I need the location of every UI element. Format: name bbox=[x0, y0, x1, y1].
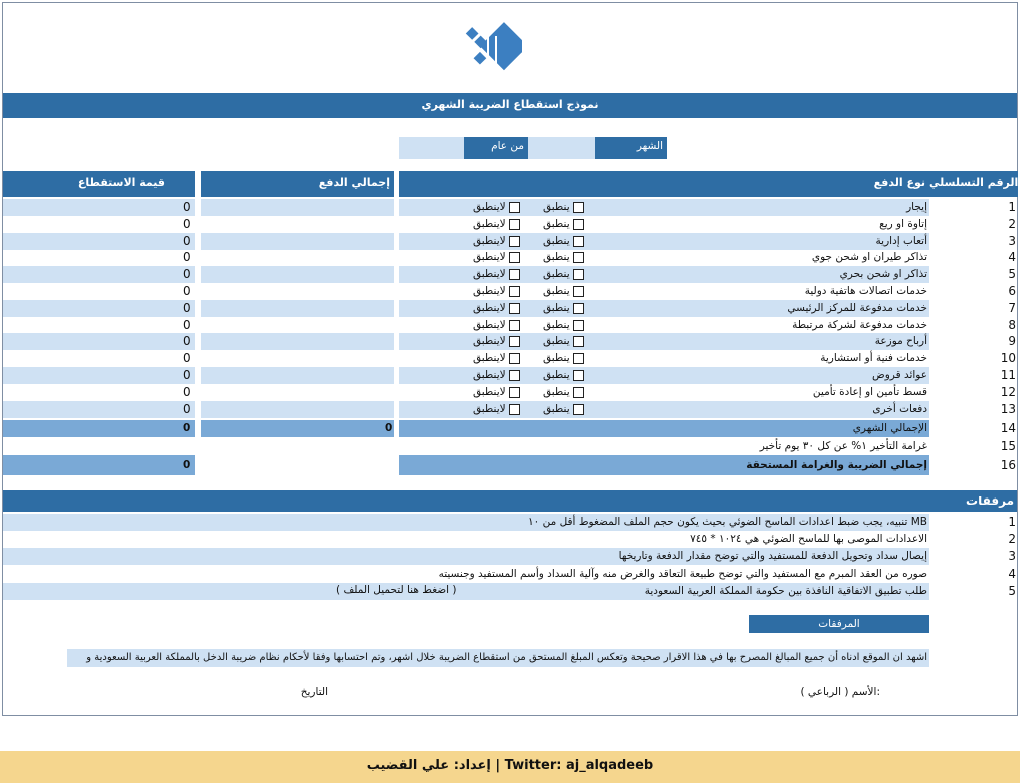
row-number-cell bbox=[929, 333, 1018, 350]
row-number: 5 bbox=[1008, 267, 1016, 281]
month-label: الشهر bbox=[636, 140, 663, 152]
attachment-number-cell bbox=[929, 531, 1018, 548]
payment-amount-input[interactable] bbox=[201, 283, 394, 300]
table-row bbox=[399, 266, 929, 283]
applies-option bbox=[543, 333, 584, 350]
grand-total-label: إجمالي الضريبة والغرامة المستحقة bbox=[746, 459, 927, 471]
page-title: نموذج استقطاع الضريبة الشهري bbox=[421, 98, 599, 111]
deduction-value: 0 bbox=[183, 250, 191, 264]
grand-total-deduction-cell bbox=[3, 455, 195, 475]
payment-amount-input[interactable] bbox=[201, 333, 394, 350]
table-row bbox=[399, 350, 929, 367]
month-label-cell bbox=[595, 137, 667, 159]
attachment-number: 1 bbox=[1008, 515, 1016, 529]
not-applies-checkbox[interactable] bbox=[509, 252, 520, 263]
deduction-cell bbox=[3, 300, 195, 317]
deduction-value: 0 bbox=[183, 368, 191, 382]
payment-type-label: تذاكر او شحن بحري bbox=[839, 268, 927, 280]
monthly-total-label: الإجمالي الشهري bbox=[852, 422, 927, 434]
applies-label: ينطبق bbox=[543, 251, 570, 263]
monthly-total-number bbox=[929, 420, 1018, 437]
attachment-number-cell bbox=[929, 514, 1018, 531]
table-row bbox=[399, 401, 929, 418]
not-applies-option bbox=[473, 350, 520, 367]
not-applies-checkbox[interactable] bbox=[509, 320, 520, 331]
serial-header bbox=[929, 171, 1018, 197]
not-applies-checkbox[interactable] bbox=[509, 202, 520, 213]
applies-checkbox[interactable] bbox=[573, 404, 584, 415]
table-row bbox=[399, 333, 929, 350]
not-applies-option bbox=[473, 333, 520, 350]
payment-amount-input[interactable] bbox=[201, 384, 394, 401]
list-item bbox=[3, 548, 929, 565]
applies-option bbox=[543, 216, 584, 233]
list-item bbox=[3, 531, 929, 548]
not-applies-option bbox=[473, 384, 520, 401]
upload-file-link[interactable]: ( اضغط هنا لتحميل الملف ) bbox=[336, 584, 457, 596]
payment-type-label: خدمات مدفوعة لشركة مرتبطة bbox=[792, 319, 927, 331]
not-applies-option bbox=[473, 317, 520, 334]
not-applies-checkbox[interactable] bbox=[509, 404, 520, 415]
applies-option bbox=[543, 367, 584, 384]
row-number: 7 bbox=[1008, 301, 1016, 315]
payment-amount-input[interactable] bbox=[201, 300, 394, 317]
not-applies-label: لاينطبق bbox=[473, 268, 506, 280]
table-row bbox=[399, 283, 929, 300]
date-label: التاريخ bbox=[300, 686, 328, 698]
deduction-value: 0 bbox=[183, 385, 191, 399]
applies-label: ينطبق bbox=[543, 268, 570, 280]
row-number: 3 bbox=[1008, 234, 1016, 248]
list-item bbox=[3, 566, 929, 583]
deduction-value: 0 bbox=[183, 402, 191, 416]
declaration-text: اشهد ان الموقع ادناه أن جميع المبالغ المصرح بها في هذا الاقرار صحيحة وتعكس المبلغ المستحق من استقطاع الضريبة خلال اشهر، وتم احتسابها وفقا لأحكام نظام ضريبة الدخل بالمملكة العربية السعودية و bbox=[86, 652, 927, 663]
applies-label: ينطبق bbox=[543, 352, 570, 364]
table-row bbox=[399, 233, 929, 250]
applies-checkbox[interactable] bbox=[573, 219, 584, 230]
applies-checkbox[interactable] bbox=[573, 387, 584, 398]
deduction-cell bbox=[3, 216, 195, 233]
applies-option bbox=[543, 283, 584, 300]
not-applies-checkbox[interactable] bbox=[509, 236, 520, 247]
row-number-cell bbox=[929, 199, 1018, 216]
deduction-cell bbox=[3, 350, 195, 367]
not-applies-label: لاينطبق bbox=[473, 319, 506, 331]
row-number: 12 bbox=[1000, 385, 1016, 399]
table-row bbox=[399, 317, 929, 334]
deduction-value: 0 bbox=[183, 301, 191, 315]
stacked-squares-logo-icon bbox=[452, 14, 522, 84]
not-applies-checkbox[interactable] bbox=[509, 387, 520, 398]
attachment-number-cell bbox=[929, 548, 1018, 565]
applies-option bbox=[543, 266, 584, 283]
year-label-cell bbox=[464, 137, 528, 159]
table-row bbox=[399, 249, 929, 266]
not-applies-label: لاينطبق bbox=[473, 285, 506, 297]
attachment-number: 3 bbox=[1008, 549, 1016, 563]
applies-label: ينطبق bbox=[543, 218, 570, 230]
table-row bbox=[399, 216, 929, 233]
applies-option bbox=[543, 384, 584, 401]
row-number-cell bbox=[929, 266, 1018, 283]
applies-option bbox=[543, 350, 584, 367]
deduction-cell bbox=[3, 367, 195, 384]
payment-amount-input[interactable] bbox=[201, 350, 394, 367]
row-number: 4 bbox=[1008, 250, 1016, 264]
attachments-header bbox=[3, 490, 1017, 512]
applies-checkbox[interactable] bbox=[573, 236, 584, 247]
not-applies-option bbox=[473, 283, 520, 300]
attachment-number: 4 bbox=[1008, 567, 1016, 581]
payment-type-label: خدمات اتصالات هاتفية دولية bbox=[804, 285, 927, 297]
not-applies-label: لاينطبق bbox=[473, 403, 506, 415]
row-number: 9 bbox=[1008, 334, 1016, 348]
not-applies-label: لاينطبق bbox=[473, 302, 506, 314]
applies-checkbox[interactable] bbox=[573, 202, 584, 213]
late-fee-label: غرامة التأخير ١% عن كل ٣٠ يوم تأخير bbox=[759, 440, 927, 452]
applies-checkbox[interactable] bbox=[573, 336, 584, 347]
applies-checkbox[interactable] bbox=[573, 269, 584, 280]
payment-amount-input[interactable] bbox=[201, 401, 394, 418]
payment-amount-input[interactable] bbox=[201, 249, 394, 266]
payment-amount-input[interactable] bbox=[201, 233, 394, 250]
deduction-value: 0 bbox=[183, 234, 191, 248]
row-number-cell bbox=[929, 216, 1018, 233]
attachment-text: الاعدادات الموصى بها للماسح الضوئي هي ١٠٢٤ * ٧٤٥ bbox=[690, 533, 927, 545]
row-number-cell bbox=[929, 384, 1018, 401]
not-applies-label: لاينطبق bbox=[473, 352, 506, 364]
row-number-cell bbox=[929, 300, 1018, 317]
footer-credit: إعداد: علي القضيب | Twitter: aj_alqadeeb bbox=[366, 758, 654, 773]
type-header-text: نوع الدفع bbox=[873, 176, 925, 189]
applies-label: ينطبق bbox=[543, 302, 570, 314]
monthly-total-deduction: 0 bbox=[183, 422, 191, 434]
not-applies-checkbox[interactable] bbox=[509, 303, 520, 314]
deduction-header-text: قيمة الاستقطاع bbox=[77, 176, 165, 189]
row-number: 6 bbox=[1008, 284, 1016, 298]
footer bbox=[0, 751, 1020, 783]
row-number: 2 bbox=[1008, 217, 1016, 231]
applies-checkbox[interactable] bbox=[573, 286, 584, 297]
row-number-cell bbox=[929, 283, 1018, 300]
table-row bbox=[399, 384, 929, 401]
applies-option bbox=[543, 300, 584, 317]
total-payment-header bbox=[201, 171, 394, 197]
payment-type-label: أتعاب إدارية bbox=[875, 235, 927, 247]
applies-option bbox=[543, 199, 584, 216]
title-bar bbox=[3, 93, 1017, 118]
applies-option bbox=[543, 249, 584, 266]
not-applies-option bbox=[473, 367, 520, 384]
row-number-cell bbox=[929, 233, 1018, 250]
attachment-text: إيصال سداد وتحويل الدفعة للمستفيد والتي توضح مقدار الدفعة وتاريخها bbox=[618, 550, 927, 562]
applies-checkbox[interactable] bbox=[573, 370, 584, 381]
type-header bbox=[399, 171, 929, 197]
deduction-cell bbox=[3, 317, 195, 334]
row-number: 1 bbox=[1008, 200, 1016, 214]
payment-type-label: خدمات فنية أو استشارية bbox=[820, 352, 927, 364]
payment-type-label: أرباح موزعة bbox=[874, 335, 927, 347]
monthly-total-deduction-cell bbox=[3, 420, 195, 437]
not-applies-option bbox=[473, 300, 520, 317]
monthly-total-payment-cell bbox=[201, 420, 394, 437]
month-input[interactable] bbox=[528, 137, 595, 159]
attachments-button[interactable] bbox=[749, 615, 929, 633]
not-applies-option bbox=[473, 249, 520, 266]
attachment-text: صوره من العقد المبرم مع المستفيد والتي توضح طبيعة التعاقد والغرض منه وآلية السداد وأسم المستفيد وجنسيته bbox=[438, 568, 927, 580]
applies-label: ينطبق bbox=[543, 335, 570, 347]
deduction-value: 0 bbox=[183, 267, 191, 281]
deduction-cell bbox=[3, 333, 195, 350]
deduction-value: 0 bbox=[183, 217, 191, 231]
payment-type-label: تذاكر طيران او شحن جوي bbox=[811, 251, 927, 263]
payment-type-label: قسط تأمين او إعادة تأمين bbox=[812, 386, 927, 398]
payment-amount-input[interactable] bbox=[201, 317, 394, 334]
attachment-number-cell bbox=[929, 583, 1018, 600]
table-row bbox=[399, 367, 929, 384]
row-number: 13 bbox=[1000, 402, 1016, 416]
grand-total-label-cell bbox=[399, 455, 929, 475]
applies-option bbox=[543, 317, 584, 334]
deduction-value: 0 bbox=[183, 351, 191, 365]
not-applies-label: لاينطبق bbox=[473, 218, 506, 230]
deduction-cell bbox=[3, 384, 195, 401]
row-number-cell bbox=[929, 401, 1018, 418]
not-applies-label: لاينطبق bbox=[473, 335, 506, 347]
applies-label: ينطبق bbox=[543, 403, 570, 415]
attachment-number: 5 bbox=[1008, 584, 1016, 598]
attachment-text: طلب تطبيق الاتفاقية النافذة بين حكومة المملكة العربية السعودية bbox=[644, 585, 927, 597]
payment-type-label: إتاوة او ريع bbox=[879, 218, 927, 230]
not-applies-label: لاينطبق bbox=[473, 201, 506, 213]
applies-checkbox[interactable] bbox=[573, 320, 584, 331]
applies-option bbox=[543, 401, 584, 418]
name-label: الأسم ( الرباعي ): bbox=[800, 686, 880, 698]
deduction-value: 0 bbox=[183, 200, 191, 214]
late-fee-label-cell bbox=[399, 437, 929, 455]
attachment-text: تنبيه، يجب ضبط اعدادات الماسح الضوئي بحيث يكون حجم الملف المضغوط أقل من ١٠ MB bbox=[528, 516, 927, 528]
applies-label: ينطبق bbox=[543, 369, 570, 381]
serial-header-text: الرقم التسلسلي bbox=[929, 176, 1019, 189]
payment-type-label: خدمات مدفوعة للمركز الرئيسي bbox=[787, 302, 927, 314]
payment-amount-input[interactable] bbox=[201, 367, 394, 384]
payment-amount-input[interactable] bbox=[201, 216, 394, 233]
not-applies-checkbox[interactable] bbox=[509, 269, 520, 280]
declaration-box bbox=[67, 649, 929, 667]
not-applies-option bbox=[473, 266, 520, 283]
applies-label: ينطبق bbox=[543, 386, 570, 398]
monthly-total-label-cell bbox=[399, 420, 929, 437]
not-applies-label: لاينطبق bbox=[473, 386, 506, 398]
payment-amount-input[interactable] bbox=[201, 266, 394, 283]
table-row bbox=[399, 199, 929, 216]
attachments-button-label: المرفقات bbox=[818, 618, 860, 630]
row-number: 11 bbox=[1000, 368, 1016, 382]
deduction-cell bbox=[3, 401, 195, 418]
year-label: من عام bbox=[491, 140, 524, 152]
grand-total-deduction: 0 bbox=[183, 459, 191, 471]
deduction-cell bbox=[3, 249, 195, 266]
payment-amount-input[interactable] bbox=[201, 199, 394, 216]
applies-checkbox[interactable] bbox=[573, 303, 584, 314]
not-applies-checkbox[interactable] bbox=[509, 286, 520, 297]
not-applies-checkbox[interactable] bbox=[509, 353, 520, 364]
late-fee-number bbox=[929, 437, 1018, 455]
deduction-cell bbox=[3, 266, 195, 283]
row-number: 10 bbox=[1000, 351, 1016, 365]
not-applies-label: لاينطبق bbox=[473, 235, 506, 247]
applies-label: ينطبق bbox=[543, 319, 570, 331]
monthly-total-n: 14 bbox=[1000, 421, 1016, 435]
applies-checkbox[interactable] bbox=[573, 252, 584, 263]
not-applies-option bbox=[473, 199, 520, 216]
not-applies-option bbox=[473, 216, 520, 233]
table-row bbox=[399, 300, 929, 317]
not-applies-label: لاينطبق bbox=[473, 251, 506, 263]
grand-total-n: 16 bbox=[1000, 458, 1016, 472]
deduction-header bbox=[3, 171, 195, 197]
payment-type-label: دفعات أخرى bbox=[872, 403, 927, 415]
not-applies-checkbox[interactable] bbox=[509, 370, 520, 381]
list-item bbox=[3, 583, 929, 600]
late-fee-n: 15 bbox=[1000, 439, 1016, 453]
total-payment-header-text: إجمالي الدفع bbox=[318, 176, 390, 189]
deduction-value: 0 bbox=[183, 318, 191, 332]
row-number: 8 bbox=[1008, 318, 1016, 332]
row-number-cell bbox=[929, 350, 1018, 367]
not-applies-checkbox[interactable] bbox=[509, 336, 520, 347]
applies-option bbox=[543, 233, 584, 250]
payment-type-label: عوائد قروض bbox=[872, 369, 927, 381]
applies-label: ينطبق bbox=[543, 201, 570, 213]
applies-label: ينطبق bbox=[543, 235, 570, 247]
not-applies-label: لاينطبق bbox=[473, 369, 506, 381]
row-number-cell bbox=[929, 249, 1018, 266]
deduction-value: 0 bbox=[183, 284, 191, 298]
row-number-cell bbox=[929, 317, 1018, 334]
monthly-total-payment: 0 bbox=[385, 422, 393, 434]
attachment-number-cell bbox=[929, 566, 1018, 583]
list-item bbox=[3, 514, 929, 531]
not-applies-checkbox[interactable] bbox=[509, 219, 520, 230]
applies-checkbox[interactable] bbox=[573, 353, 584, 364]
not-applies-option bbox=[473, 233, 520, 250]
year-input[interactable] bbox=[399, 137, 464, 159]
deduction-value: 0 bbox=[183, 334, 191, 348]
applies-label: ينطبق bbox=[543, 285, 570, 297]
attachments-title: مرفقات bbox=[966, 494, 1014, 508]
deduction-cell bbox=[3, 199, 195, 216]
grand-total-number bbox=[929, 455, 1018, 475]
attachment-number: 2 bbox=[1008, 532, 1016, 546]
deduction-cell bbox=[3, 233, 195, 250]
row-number-cell bbox=[929, 367, 1018, 384]
payment-type-label: إيجار bbox=[906, 201, 927, 213]
not-applies-option bbox=[473, 401, 520, 418]
deduction-cell bbox=[3, 283, 195, 300]
